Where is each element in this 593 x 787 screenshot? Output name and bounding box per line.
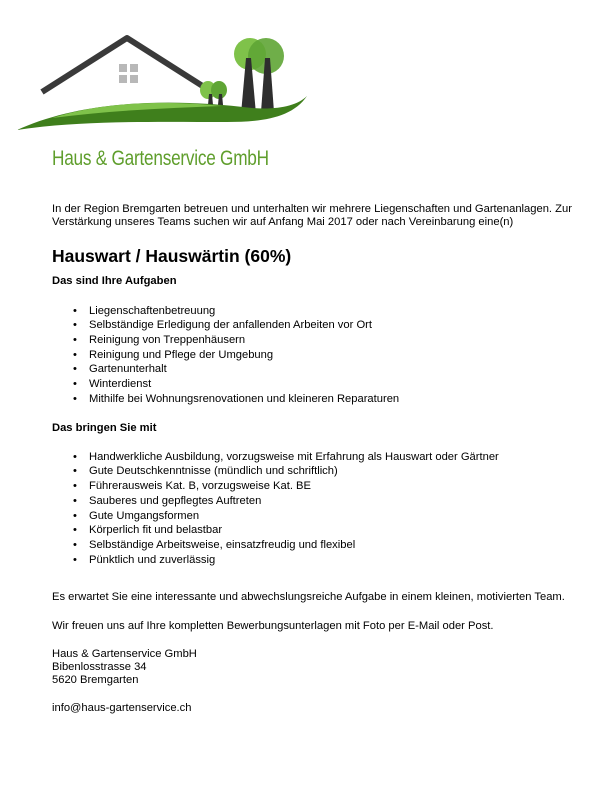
email-link[interactable]: info@haus-gartenservice.ch	[52, 702, 192, 715]
list-item: • Handwerkliche Ausbildung, vorzugsweise mit Erfahrung als Hauswart oder Gärtner	[89, 450, 572, 465]
logo-wordmark: Haus & Gartenservice GmbH	[52, 147, 269, 170]
apply-paragraph: Wir freuen uns auf Ihre kompletten Bewerbungsunterlagen mit Foto per E-Mail oder Post.	[52, 619, 494, 632]
requirements-heading: Das bringen Sie mit	[52, 421, 157, 434]
list-item: • Liegenschaftenbetreuung	[89, 304, 572, 319]
tasks-list	[52, 304, 572, 407]
list-item: • Reinigung von Treppenhäusern	[89, 333, 572, 348]
tasks-heading: Das sind Ihre Aufgaben	[52, 275, 177, 288]
list-item: • Selbständige Arbeitsweise, einsatzfreudig und flexibel	[89, 538, 572, 553]
offer-paragraph: Es erwartet Sie eine interessante und abwechslungsreiche Aufgabe in einem kleinen, motivierten Team.	[52, 591, 565, 604]
company-logo	[12, 30, 312, 140]
job-posting	[52, 203, 572, 716]
list-item: • Selbständige Erledigung der anfallenden Arbeiten vor Ort	[89, 318, 572, 333]
list-item: • Gartenunterhalt	[89, 362, 572, 377]
list-item: • Sauberes und gepflegtes Auftreten	[89, 494, 572, 509]
address-city: 5620 Bremgarten	[52, 674, 139, 687]
job-title: Hauswart / Hauswärtin (60%)	[52, 246, 292, 267]
list-item: • Reinigung und Pflege der Umgebung	[89, 348, 572, 363]
list-item: • Winterdienst	[89, 377, 572, 392]
intro-paragraph: In der Region Bremgarten betreuen und unterhalten wir mehrere Liegenschaften und Gartenanlagen. Zur Verstärkung unseres Teams suchen wir auf Anfang Mai 2017 oder nach Vereinbarung eine(n)	[52, 203, 572, 229]
list-item: • Körperlich fit und belastbar	[89, 523, 572, 538]
house-window-icon	[119, 64, 138, 83]
address-street: Bibenlosstrasse 34	[52, 660, 147, 673]
requirements-list	[52, 450, 572, 568]
list-item: • Gute Deutschkenntnisse (mündlich und schriftlich)	[89, 464, 572, 479]
list-item: • Pünktlich und zuverlässig	[89, 553, 572, 568]
list-item: • Gute Umgangsformen	[89, 509, 572, 524]
address-block	[52, 648, 572, 688]
list-item: • Führerausweis Kat. B, vorzugsweise Kat. BE	[89, 479, 572, 494]
list-item: • Mithilfe bei Wohnungsrenovationen und kleineren Reparaturen	[89, 392, 572, 407]
address-company: Haus & Gartenservice GmbH	[52, 647, 197, 660]
